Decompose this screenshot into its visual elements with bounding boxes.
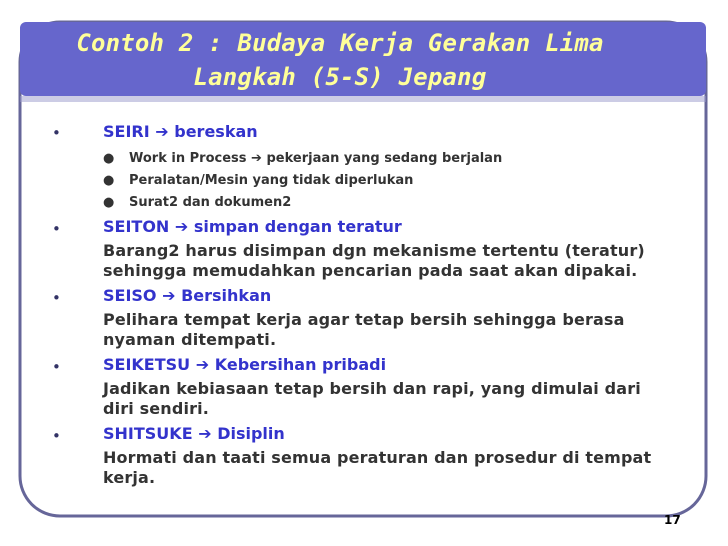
title-line-1: Contoh 2 : Budaya Kerja Gerakan Lima xyxy=(76,29,604,57)
meaning-seiso: Bersihkan xyxy=(181,286,272,305)
subitem-surat: ● Surat2 dan dokumen2 xyxy=(103,195,292,210)
title-line-2: Langkah (5-S) Jepang xyxy=(193,63,487,91)
arrow-icon: ➔ xyxy=(195,355,210,374)
desc-seiketsu: Jadikan kebiasaan tetap bersih dan rapi, yang dimulai dari diri sendiri. xyxy=(103,379,641,418)
heading-seiri xyxy=(103,122,258,141)
arrow-icon: ➔ xyxy=(162,286,176,305)
heading-seiketsu xyxy=(103,355,386,374)
arrow-icon: ➔ xyxy=(155,122,169,141)
bullet-seiri: • xyxy=(52,124,61,142)
term-shitsuke: SHITSUKE xyxy=(103,424,193,443)
heading-shitsuke xyxy=(103,424,285,443)
arrow-icon: ➔ xyxy=(198,424,212,443)
bullet-seiton: • xyxy=(52,220,61,238)
term-seiketsu: SEIKETSU xyxy=(103,355,191,374)
desc-seiton: Barang2 harus disimpan dgn mekanisme tertentu (teratur) sehingga memudahkan pencarian pada saat akan dipakai. xyxy=(103,241,645,280)
meaning-seiri: bereskan xyxy=(174,122,258,141)
desc-seiso: Pelihara tempat kerja agar tetap bersih sehingga berasa nyaman ditempati. xyxy=(103,310,625,349)
term-seiton: SEITON xyxy=(103,217,170,236)
meaning-seiton: simpan dengan teratur xyxy=(193,217,402,236)
heading-seiso xyxy=(103,286,271,305)
subitem-bullet: ● xyxy=(103,151,115,166)
subitem-bullet: ● xyxy=(103,195,115,210)
meaning-seiketsu: Kebersihan pribadi xyxy=(214,355,387,374)
subitem-work-in-process: ● Work in Process ➔ pekerjaan yang sedang berjalan xyxy=(103,151,503,166)
arrow-icon: ➔ xyxy=(251,151,262,166)
page-number: 17 xyxy=(664,513,681,527)
term-seiri: SEIRI xyxy=(103,122,150,141)
bullet-shitsuke: • xyxy=(52,427,61,445)
subitem-peralatan: ● Peralatan/Mesin yang tidak diperlukan xyxy=(103,173,414,188)
arrow-icon: ➔ xyxy=(174,217,189,236)
desc-shitsuke: Hormati dan taati semua peraturan dan prosedur di tempat kerja. xyxy=(103,448,652,487)
subitem-bullet: ● xyxy=(103,173,115,188)
term-seiso: SEISO xyxy=(103,286,157,305)
meaning-shitsuke: Disiplin xyxy=(217,424,285,443)
bullet-seiso: • xyxy=(52,289,61,307)
bullet-seiketsu: • xyxy=(52,358,61,376)
heading-seiton xyxy=(103,217,402,236)
